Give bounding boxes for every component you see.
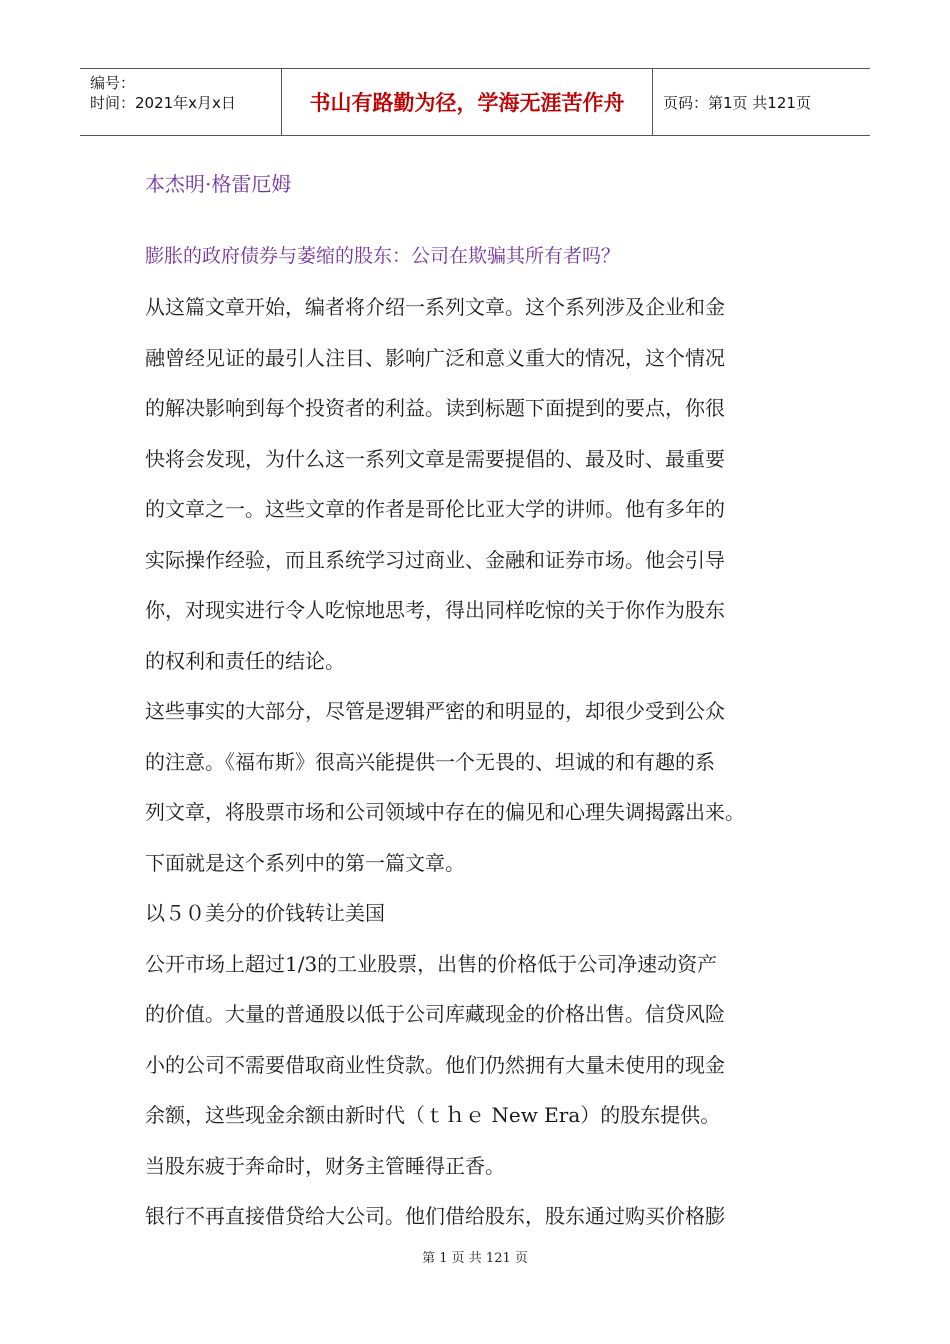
text-line: 银行不再直接借贷给大公司。他们借给股东，股东通过购买价格膨 — [145, 1204, 725, 1228]
document-header — [80, 68, 870, 136]
page-footer: 第 1 页 共 121 页 — [422, 1251, 528, 1266]
text-line: 这些事实的大部分，尽管是逻辑严密的和明显的，却很少受到公众 — [145, 699, 725, 723]
text-line: 余额，这些现金余额由新时代（ｔｈｅ New Era）的股东提供。 — [145, 1103, 721, 1127]
article-text — [145, 282, 815, 1242]
text-line: 下面就是这个系列中的第一篇文章。 — [145, 850, 465, 875]
text-line: 实际操作经验，而且系统学习过商业、金融和证券市场。他会引导 — [145, 547, 725, 572]
article-body — [145, 160, 815, 1242]
text-line: 的权利和责任的结论。 — [145, 648, 345, 673]
header-motto: 书山有路勤为径，学海无涯苦作舟 — [282, 69, 653, 135]
text-line: 的注意。《福布斯》很高兴能提供一个无畏的、坦诚的和有趣的系 — [145, 749, 715, 774]
header-meta-cell — [80, 69, 282, 135]
text-line: 公开市场上超过1/3的工业股票，出售的价格低于公司净速动资产 — [145, 951, 718, 976]
text-line: 列文章，将股票市场和公司领域中存在的偏见和心理失调揭露出来。 — [145, 800, 745, 824]
text-line: 快将会发现，为什么这一系列文章是需要提倡的、最及时、最重要 — [145, 446, 725, 471]
text-line: 你，对现实进行令人吃惊地思考，得出同样吃惊的关于你作为股东 — [145, 598, 725, 622]
text-line: 的解决影响到每个投资者的利益。读到标题下面提到的要点，你很 — [145, 396, 725, 420]
text-line: 的价值。大量的普通股以低于公司库藏现金的价格出售。信贷风险 — [145, 1002, 725, 1026]
header-page-info: 页码：第1页 共121页 — [663, 93, 811, 112]
text-line: 小的公司不需要借取商业性贷款。他们仍然拥有大量未使用的现金 — [145, 1052, 725, 1077]
text-line: 的文章之一。这些文章的作者是哥伦比亚大学的讲师。他有多年的 — [145, 497, 725, 521]
text-line: 当股东疲于奔命时，财务主管睡得正香。 — [145, 1153, 505, 1178]
document-number-label: 编号： — [90, 74, 136, 92]
article-title: 膨胀的政府债券与萎缩的股东：公司在欺骗其所有者吗？ — [145, 245, 621, 267]
text-line: 从这篇文章开始，编者将介绍一系列文章。这个系列涉及企业和金 — [145, 295, 725, 319]
section-heading: 以５０美分的价钱转让美国 — [145, 901, 385, 925]
document-time-label: 时间：2021年x月x日 — [90, 94, 236, 112]
text-line: 融曾经见证的最引人注目、影响广泛和意义重大的情况，这个情况 — [145, 345, 725, 370]
article-author: 本杰明·格雷厄姆 — [145, 172, 292, 196]
